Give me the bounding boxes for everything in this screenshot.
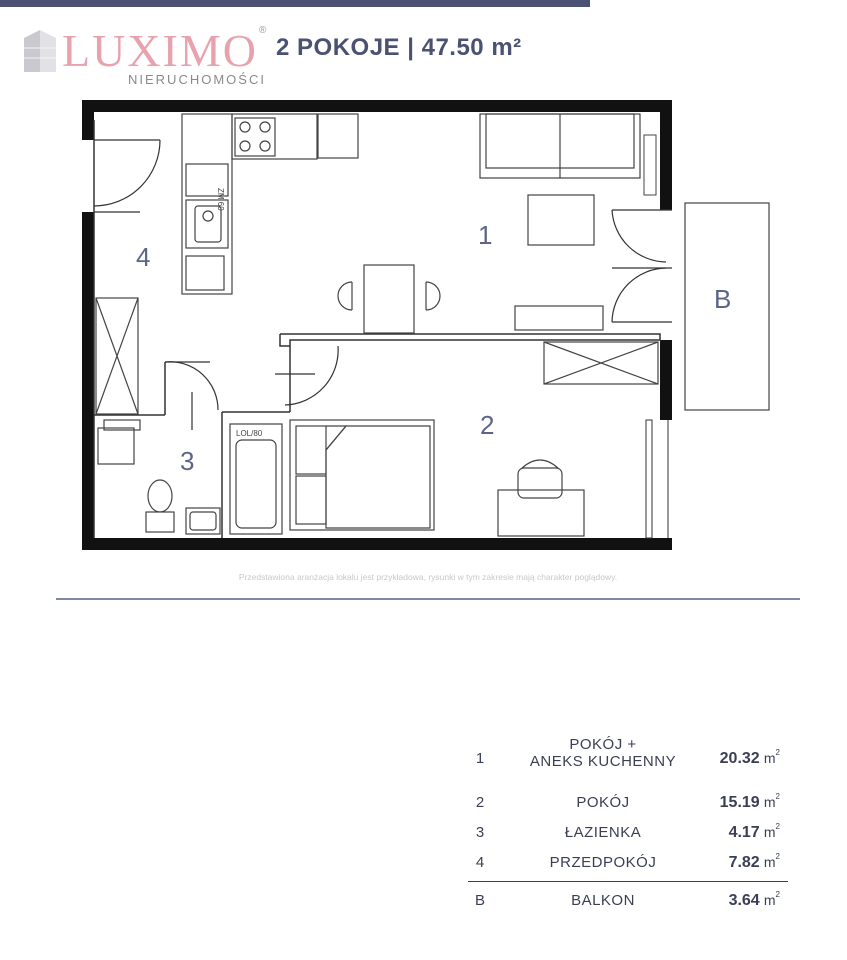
section-divider <box>56 598 800 600</box>
hall-wardrobe <box>96 298 138 414</box>
appliance-label-dishwasher: ZM 60 <box>216 188 225 211</box>
area-number: 4 <box>475 854 485 871</box>
bedroom-wardrobe <box>544 342 658 384</box>
kitchen-counter <box>182 114 358 294</box>
sink <box>195 206 221 242</box>
room-label-b: B <box>714 284 732 314</box>
appliance-label-bathtub: LOL/80 <box>236 429 263 438</box>
washing-machine <box>98 420 140 464</box>
area-row <box>468 736 788 770</box>
balcony-doors <box>612 210 672 322</box>
room-label-2: 2 <box>480 410 495 440</box>
logo-tagline: NIERUCHOMOŚCI <box>128 72 266 87</box>
logo-wordmark: LUXIMO <box>62 25 258 76</box>
desk <box>498 460 584 536</box>
bedroom-window <box>646 420 668 538</box>
sofa <box>480 114 640 178</box>
area-value: 15.19 $m^2$ <box>719 792 780 811</box>
area-row <box>468 886 788 916</box>
area-row <box>468 788 788 818</box>
area-number: B <box>474 892 485 909</box>
dining-table <box>338 265 440 333</box>
area-value: 20.32 $m^2$ <box>719 748 780 767</box>
room-label-1: 1 <box>478 220 493 250</box>
toilet <box>146 480 174 532</box>
registered-mark: ® <box>259 25 267 36</box>
side-table <box>644 135 656 195</box>
room-label-4: 4 <box>136 242 151 272</box>
apartment-headline: 2 POKOJE | 47.50 m² <box>276 34 522 61</box>
tv-cabinet <box>515 306 603 330</box>
bathroom-sink <box>186 508 220 534</box>
area-name: BALKON <box>571 892 635 909</box>
area-row <box>468 848 788 878</box>
area-name: POKÓJ <box>576 794 630 811</box>
table-separator <box>468 881 788 882</box>
bedroom-door <box>275 346 338 405</box>
disclaimer-text: Przedstawiona aranżacja lokalu jest przykładowa, rysunki w tym zakresie mają charakter poglądowy. <box>238 572 618 582</box>
area-number: 3 <box>475 824 485 841</box>
room-label-3: 3 <box>180 446 195 476</box>
cooktop <box>235 118 275 156</box>
bathroom-door <box>165 362 218 430</box>
bathtub <box>230 424 282 534</box>
area-name <box>508 736 698 770</box>
area-number: 2 <box>475 794 485 811</box>
coffee-table <box>528 195 594 245</box>
area-number: 1 <box>475 750 485 767</box>
area-name-line: ANEKS KUCHENNY <box>529 753 677 770</box>
area-value: 7.82 $m^2$ <box>728 852 780 871</box>
area-name-line: POKÓJ + <box>569 736 637 753</box>
area-name: ŁAZIENKA <box>564 824 642 841</box>
area-value: 4.17 $m^2$ <box>728 822 780 841</box>
area-row <box>468 818 788 848</box>
area-name: PRZEDPOKÓJ <box>549 854 657 871</box>
bed <box>290 420 434 530</box>
area-value: 3.64 $m^2$ <box>728 890 780 909</box>
entrance-door <box>94 140 160 212</box>
